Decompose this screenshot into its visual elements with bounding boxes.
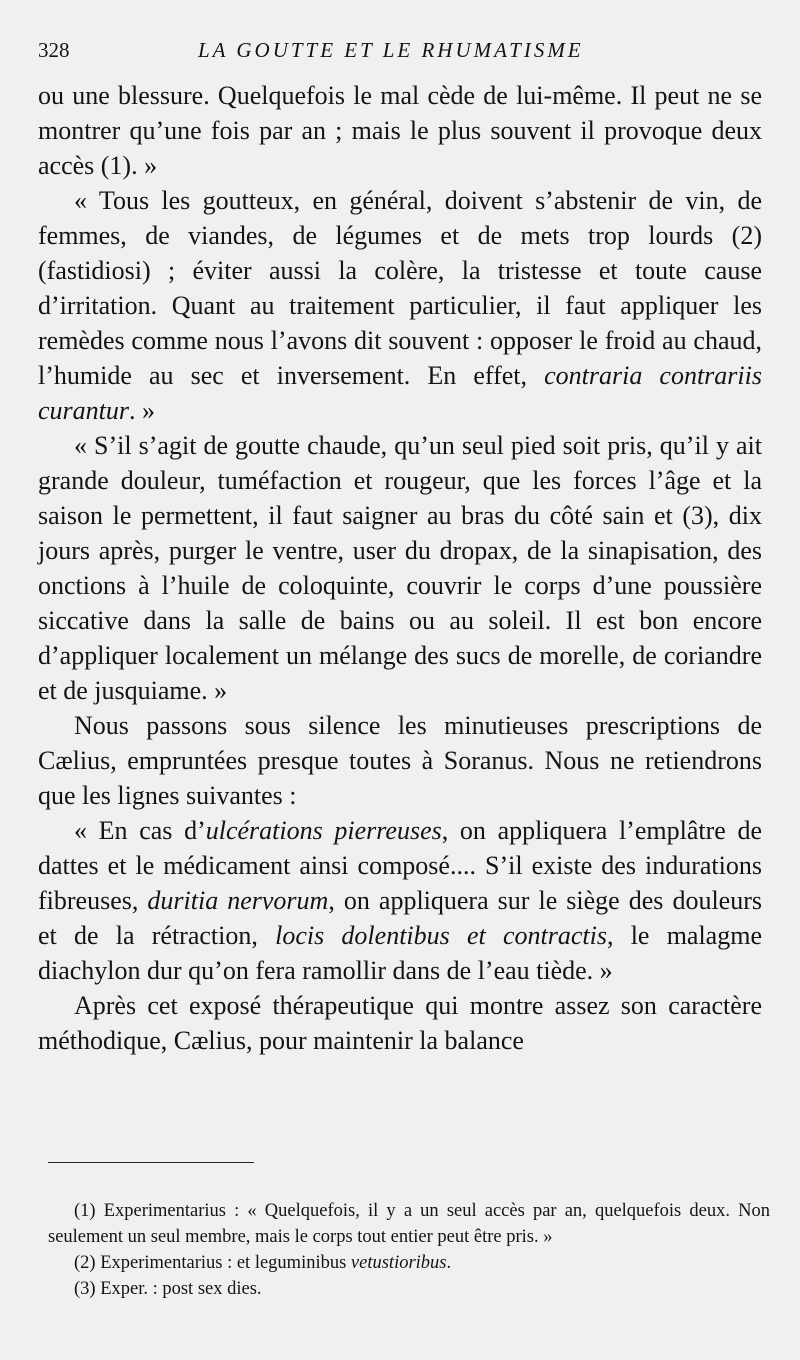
page-header xyxy=(38,38,762,68)
paragraph xyxy=(38,78,762,183)
italic-text: contraria contrariis curantur xyxy=(38,361,762,425)
text-run: « Tous les goutteux, en général, doivent s’abstenir de vin, de femmes, de viandes, de légumes et de mets trop lourds (2) (fastidiosi) ; éviter aussi la colère, la tristesse et toute cause d’irritation. Quant au traitement particulier, il faut appliquer les remèdes comme nous l’avons dit souvent : opposer le froid au chaud, l’humide au sec et inversement. En effet, xyxy=(38,186,762,390)
text-run: Nous passons sous silence les minutieuses prescriptions de Cælius, empruntées presque toutes à Soranus. Nous ne retiendrons que les lignes suivantes : xyxy=(38,711,762,810)
text-run: (3) Exper. : post sex dies. xyxy=(74,1279,262,1299)
text-run: « S’il s’agit de goutte chaude, qu’un seul pied soit pris, qu’il y ait grande douleur, tuméfaction et rougeur, que les forces l’âge et la saison le permettent, il faut saigner au bras du côté sain et (3), dix jours après, purger le ventre, user du dropax, de la sinapisation, des onctions à l’huile de coloquinte, couvrir le corps d’une poussière siccative dans la salle de bains ou au soleil. Il est bon encore d’appliquer localement un mélange des sucs de morelle, de coriandre et de jusquiame. » xyxy=(38,431,762,705)
text-run: . » xyxy=(129,396,155,425)
footnote xyxy=(48,1198,770,1250)
italic-text: locis dolentibus et contractis xyxy=(275,921,607,950)
footnote-separator xyxy=(48,1162,254,1163)
text-run: . xyxy=(446,1253,452,1273)
footnotes xyxy=(48,1198,770,1302)
italic-text: vetustioribus xyxy=(350,1253,447,1273)
text-run: , on appliquera l’emplâtre de dattes et le médicament ainsi composé.... S’il existe des indurations fibreuses, xyxy=(38,816,762,915)
italic-text: duritia nervorum xyxy=(147,886,329,915)
text-run: (1) Experimentarius : « Quelquefois, il y a un seul accès par an, quelquefois deux. Non seulement un seul membre, mais le corps tout entier peut être pris. » xyxy=(48,1201,770,1247)
paragraph xyxy=(38,813,762,988)
body-text xyxy=(38,78,762,1058)
running-title: LA GOUTTE ET LE RHUMATISME xyxy=(198,38,584,62)
paragraph xyxy=(38,988,762,1058)
text-run: Après cet exposé thérapeutique qui montre assez son caractère méthodique, Cælius, pour maintenir la balance xyxy=(38,991,762,1055)
paragraph xyxy=(38,183,762,428)
page-number: 328 xyxy=(38,38,70,62)
italic-text: ulcérations pierreuses xyxy=(205,816,442,845)
text-run: , le malagme diachylon dur qu’on fera ramollir dans de l’eau tiède. » xyxy=(38,921,762,985)
paragraph xyxy=(38,708,762,813)
text-run: « En cas d’ xyxy=(74,816,206,845)
paragraph xyxy=(38,428,762,708)
text-run: ou une blessure. Quelquefois le mal cède de lui-même. Il peut ne se montrer qu’une fois par an ; mais le plus souvent il provoque deux accès (1). » xyxy=(38,81,762,180)
footnote xyxy=(48,1276,770,1302)
text-run: , on appliquera sur le siège des douleurs et de la rétraction, xyxy=(38,886,762,950)
footnote xyxy=(48,1250,770,1276)
text-run: (2) Experimentarius : et leguminibus xyxy=(74,1253,351,1273)
